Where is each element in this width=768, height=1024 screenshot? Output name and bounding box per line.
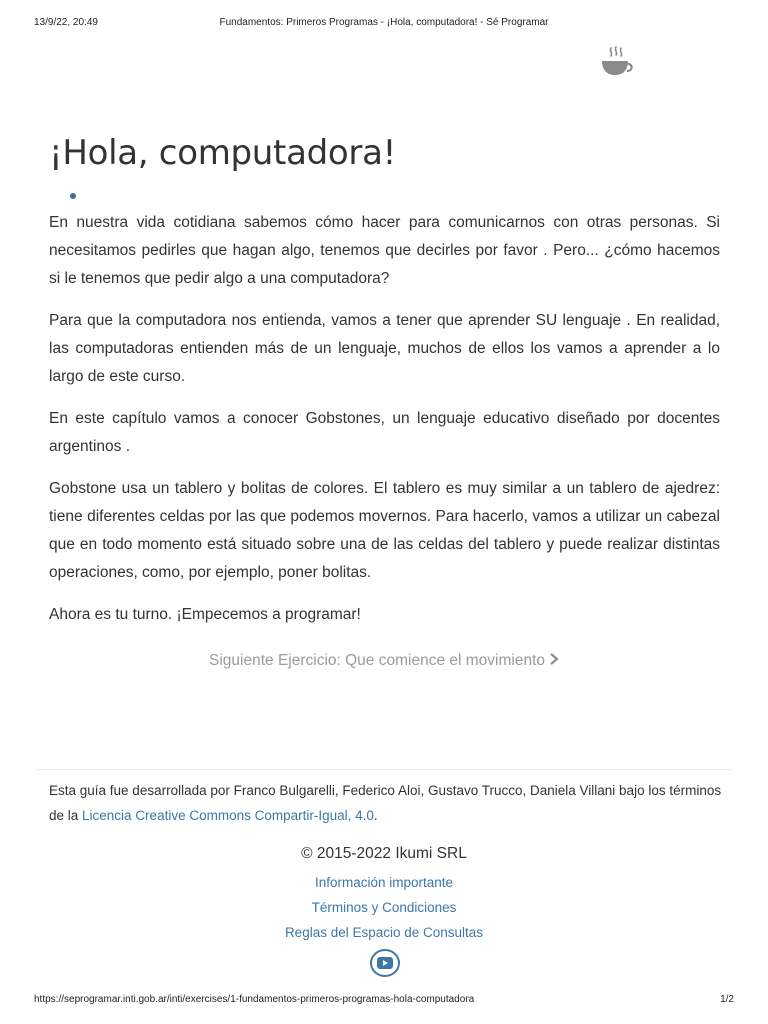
print-url: https://seprogramar.inti.gob.ar/inti/exercises/1-fundamentos-primeros-programas-hola-computadora xyxy=(34,994,475,1005)
link-reglas-espacio-consultas[interactable]: Reglas del Espacio de Consultas xyxy=(284,925,484,940)
youtube-icon[interactable] xyxy=(370,949,400,977)
footer-divider xyxy=(36,769,732,770)
copyright: © 2015-2022 Ikumi SRL xyxy=(301,845,467,862)
chevron-right-icon xyxy=(549,652,559,670)
credits-suffix: . xyxy=(373,808,378,823)
print-datetime: 13/9/22, 20:49 xyxy=(34,17,98,28)
print-footer xyxy=(0,994,768,1008)
credits-text xyxy=(49,778,729,828)
link-informacion-importante[interactable]: Información importante xyxy=(314,875,454,890)
print-header xyxy=(0,12,768,32)
paragraph-language: Para que la computadora nos entienda, vamos a tener que aprender SU lenguaje . En realidad, las computadoras entienden más de un lenguaje, muchos de ellos los vamos a aprender a lo largo de este curso. xyxy=(49,312,720,385)
license-link[interactable]: Licencia Creative Commons Compartir-Igual, 4.0 xyxy=(82,808,374,823)
print-page-number: 1/2 xyxy=(720,994,734,1005)
paragraph-your-turn: Ahora es tu turno. ¡Empecemos a programar! xyxy=(49,606,361,623)
print-page-title: Fundamentos: Primeros Programas - ¡Hola, computadora! - Sé Programar xyxy=(219,17,549,28)
footer-links xyxy=(0,870,768,945)
coffee-cup-icon[interactable] xyxy=(598,44,634,80)
paragraph-intro: En nuestra vida cotidiana sabemos cómo hacer para comunicarnos con otras personas. Si necesitamos pedirles que hagan algo, tenemos que decirles por favor . Pero... ¿cómo hacemos si le tenemos que pedir algo a una computadora? xyxy=(49,214,720,287)
next-exercise-link[interactable] xyxy=(0,652,768,670)
paragraph-board: Gobstone usa un tablero y bolitas de colores. El tablero es muy similar a un tablero de ajedrez: tiene diferentes celdas por las que podemos movernos. Para hacerlo, vamos a utilizar un cabezal que en todo momento está situado sobre una de las celdas del tablero y puede realizar distintas operaciones, como, por ejemplo, poner bolitas. xyxy=(49,480,720,581)
next-exercise-label: Siguiente Ejercicio: Que comience el movimiento xyxy=(209,652,545,669)
credits-prefix: Esta guía fue desarrollada por Franco Bulgarelli, Federico Aloi, Gustavo Trucco, Daniela Villani bajo los términos de la xyxy=(49,783,722,823)
bullet-dot xyxy=(70,193,76,199)
link-terminos-y-condiciones[interactable]: Términos y Condiciones xyxy=(311,900,457,915)
article xyxy=(49,128,720,629)
page-title: ¡Hola, computadora! xyxy=(49,133,396,173)
paragraph-gobstones: En este capítulo vamos a conocer Gobstones, un lenguaje educativo diseñado por docentes argentinos . xyxy=(49,410,720,455)
